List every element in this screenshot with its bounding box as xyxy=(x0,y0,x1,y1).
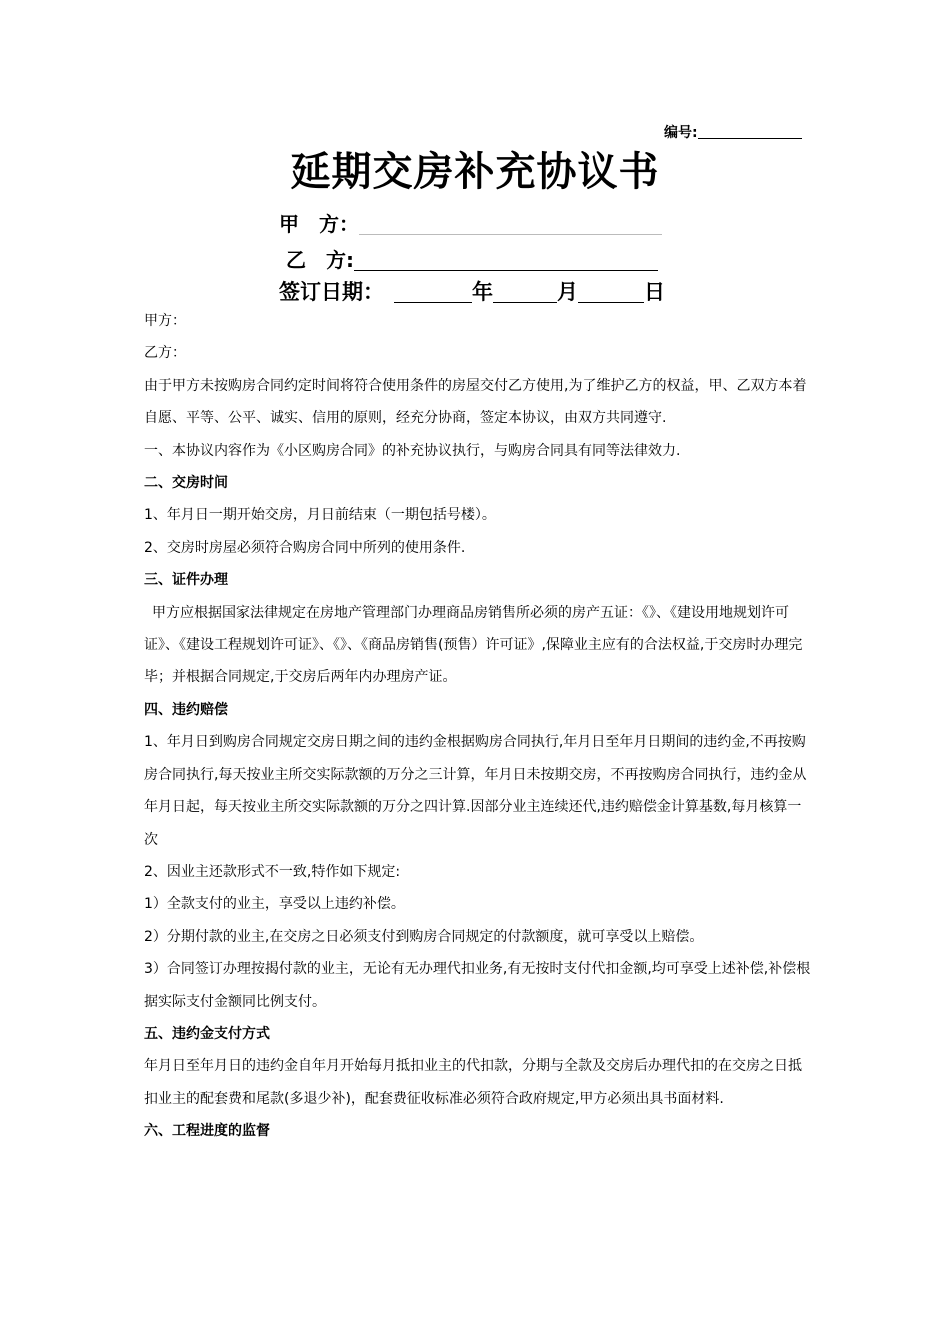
intro-paragraph: 由于甲方未按购房合同约定时间将符合使用条件的房屋交付乙方使用,为了维护乙方的权益，甲、乙双方本着自愿、平等、公平、诚实、信用的原则，经充分协商，签定本协议，由双方共同遵守. xyxy=(144,377,807,427)
day-label: 日 xyxy=(644,280,665,304)
section-4-item-5: 3）合同签订办理按揭付款的业主，无论有无办理代扣业务,有无按时支付代扣金额,均可享受上述补偿,补偿根据实际支付金额同比例支付。 xyxy=(144,961,811,1010)
document-title: 延期交房补充协议书 xyxy=(290,149,660,195)
section-1: 一、本协议内容作为《小区购房合同》的补充协议执行，与购房合同具有同等法律效力. xyxy=(144,442,681,459)
body-party-b: 乙方： xyxy=(144,345,186,362)
section-5-heading: 五、违约金支付方式 xyxy=(144,1025,270,1042)
section-2-item-1: 1、年月日一期开始交房，月日前结束（一期包括号楼）。 xyxy=(144,507,496,524)
serial-number xyxy=(664,122,802,142)
month-label: 月 xyxy=(557,280,578,304)
year-label: 年 xyxy=(472,280,493,304)
section-4-item-3: 1）全款支付的业主，享受以上违约补偿。 xyxy=(144,896,405,913)
sign-date-line xyxy=(279,276,665,306)
section-4-item-4: 2）分期付款的业主,在交房之日必须支付到购房合同规定的付款额度，就可享受以上赔偿。 xyxy=(144,928,704,945)
serial-label: 编号: xyxy=(664,125,698,141)
section-5-paragraph: 年月日至年月日的违约金自年月开始每月抵扣业主的代扣款，分期与全款及交房后办理代扣的在交房之日抵扣业主的配套费和尾款(多退少补)，配套费征收标准必须符合政府规定,甲方必须出具书面材料. xyxy=(144,1058,802,1107)
day-blank xyxy=(578,280,644,303)
serial-blank xyxy=(698,123,802,139)
month-blank xyxy=(493,280,557,303)
section-2-heading: 二、交房时间 xyxy=(144,475,228,492)
body-party-a: 甲方： xyxy=(144,313,186,329)
party-b-blank xyxy=(354,248,658,271)
section-4-heading: 四、违约赔偿 xyxy=(144,701,228,718)
section-6-heading: 六、工程进度的监督 xyxy=(144,1123,270,1140)
party-a-label: 甲 方： xyxy=(279,212,359,236)
section-3-paragraph: 甲方应根据国家法律规定在房地产管理部门办理商品房销售所必须的房产五证：《》、《建设用地规划许可证》、《建设工程规划许可证》、《》、《商品房销售(预售）许可证》,保障业主应有的合法权益,于交房时办理完毕；并根据合同规定,于交房后两年内办理房产证。 xyxy=(144,604,803,686)
party-b-line xyxy=(286,244,658,273)
section-4-item-2: 2、因业主还款形式不一致,特作如下规定: xyxy=(144,863,401,880)
year-blank xyxy=(394,280,472,303)
agreement-body xyxy=(144,305,814,1148)
section-3-heading: 三、证件办理 xyxy=(144,572,228,589)
section-4-item-1: 1、年月日到购房合同规定交房日期之间的违约金根据购房合同执行,年月日至年月日期间的违约金,不再按购房合同执行,每天按业主所交实际款额的万分之三计算，年月日未按期交房，不再按购房合同执行，违约金从年月日起，每天按业主所交实际款额的万分之四计算.因部分业主连续还代,违约赔偿金计算基数,每月核算一次 xyxy=(144,734,807,848)
section-2-item-2: 2、交房时房屋必须符合购房合同中所列的使用条件. xyxy=(144,539,466,556)
party-a-blank xyxy=(359,212,662,235)
party-a-line xyxy=(279,208,662,237)
party-b-label: 乙 方: xyxy=(286,248,354,272)
sign-date-label: 签订日期： xyxy=(279,280,384,304)
